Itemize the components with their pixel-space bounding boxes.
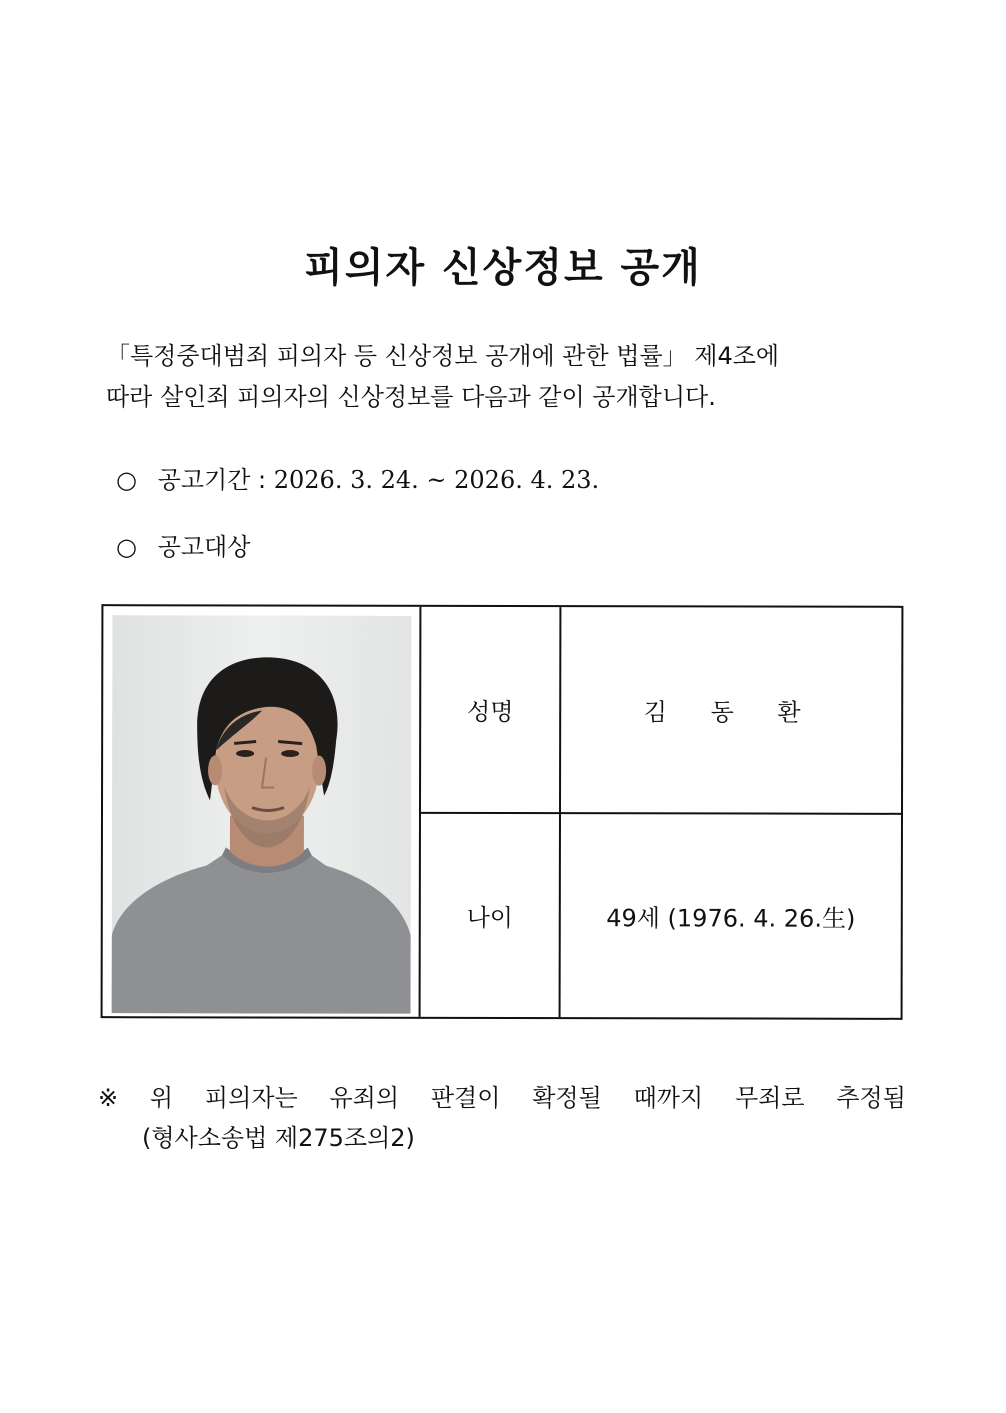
circle-bullet-icon: ○	[116, 533, 137, 561]
intro-paragraph	[106, 336, 906, 418]
note-word: 때까지	[633, 1084, 704, 1112]
intro-line-2: 따라 살인죄 피의자의 신상정보를 다음과 같이 공개합니다.	[106, 383, 716, 411]
name-value: 김 동 환	[561, 607, 901, 815]
note-word: 추정됨	[836, 1084, 906, 1112]
note-citation: (형사소송법 제275조의2)	[142, 1124, 415, 1152]
notice-target-label: 공고대상	[157, 533, 251, 561]
note-word: 피의자는	[204, 1084, 298, 1112]
suspect-info-table	[101, 604, 904, 1020]
intro-line-1: 「특정중대범죄 피의자 등 신상정보 공개에 관한 법률」 제4조에	[106, 342, 780, 370]
age-value: 49세 (1976. 4. 26.生)	[606, 904, 856, 933]
info-grid	[421, 607, 902, 1018]
notice-target	[116, 527, 250, 562]
note-line-1	[98, 1078, 906, 1118]
suspect-photo	[112, 615, 412, 1014]
page-title: 피의자 신상정보 공개	[304, 245, 702, 291]
note-word: 무죄로	[734, 1084, 805, 1112]
age-label: 나이	[421, 814, 561, 1017]
reference-mark-icon: ※	[98, 1084, 119, 1112]
circle-bullet-icon: ○	[116, 466, 137, 494]
note-word: 유죄의	[329, 1084, 400, 1112]
note-word: 판결이	[430, 1084, 501, 1112]
notice-period-value: 2026. 3. 24. ~ 2026. 4. 23.	[273, 466, 600, 494]
notice-period	[116, 460, 599, 495]
photo-cell	[103, 606, 422, 1017]
note-word: 위	[149, 1084, 174, 1112]
presumption-of-innocence-note	[98, 1078, 906, 1158]
notice-period-label: 공고기간 :	[157, 466, 267, 494]
name-label: 성명	[421, 607, 561, 814]
note-word: 확정될	[532, 1084, 602, 1112]
